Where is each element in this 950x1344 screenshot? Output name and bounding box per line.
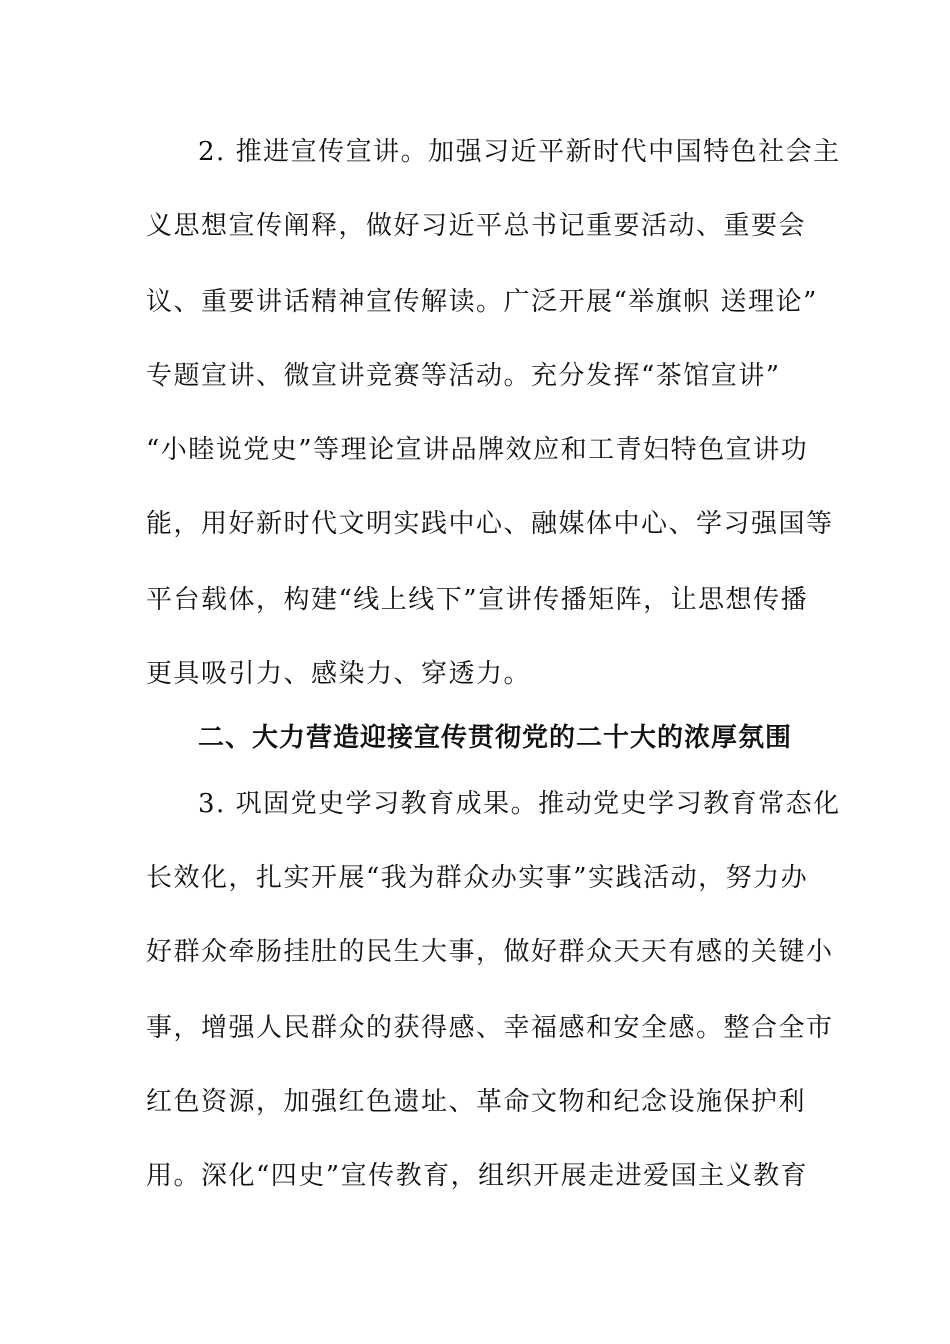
paragraph-2-line-2: 长效化，扎实开展“我为群众办实事”实践活动，努力办 <box>146 863 809 893</box>
paragraph-1-line-5: “小睦说党史”等理论宣讲品牌效应和工青妇特色宣讲功 <box>146 435 809 465</box>
paragraph-1-line-2: 义思想宣传阐释，做好习近平总书记重要活动、重要会 <box>146 211 807 241</box>
paragraph-2-line-6: 用。深化“四史”宣传教育，组织开展走进爱国主义教育 <box>146 1161 809 1191</box>
paragraph-1-line-1: 2. 推进宣传宣讲。加强习近平新时代中国特色社会主 <box>198 137 841 167</box>
paragraph-1-line-8: 更具吸引力、感染力、穿透力。 <box>146 659 532 689</box>
paragraph-2-line-1: 3. 巩固党史学习教育成果。推动党史学习教育常态化 <box>198 789 841 819</box>
paragraph-1-line-3: 议、重要讲话精神宣传解读。广泛开展“举旗帜 送理论” <box>146 287 818 317</box>
section-heading: 二、大力营造迎接宣传贯彻党的二十大的浓厚氛围 <box>198 723 793 753</box>
paragraph-1-line-4: 专题宣讲、微宣讲竞赛等活动。充分发挥“茶馆宣讲” <box>146 361 781 391</box>
paragraph-2-line-3: 好群众牵肠挂肚的民生大事，做好群众天天有感的关键小 <box>146 937 834 967</box>
paragraph-2-line-5: 红色资源，加强红色遗址、革命文物和纪念设施保护利 <box>146 1087 807 1117</box>
paragraph-1-line-7: 平台载体，构建“线上线下”宣讲传播矩阵，让思想传播 <box>146 585 809 615</box>
paragraph-1-line-6: 能，用好新时代文明实践中心、融媒体中心、学习强国等 <box>146 509 834 539</box>
paragraph-2-line-4: 事，增强人民群众的获得感、幸福感和安全感。整合全市 <box>146 1013 834 1043</box>
